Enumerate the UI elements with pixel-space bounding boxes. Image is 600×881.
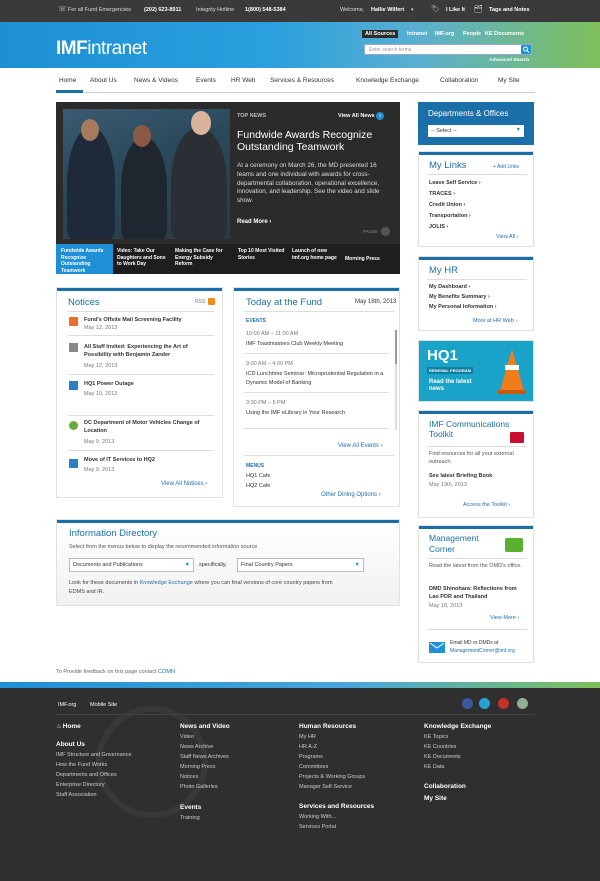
footer-link[interactable]: Photo Galleries — [180, 784, 218, 790]
footer — [0, 688, 600, 881]
tab-all-sources[interactable]: All Sources — [362, 30, 398, 38]
footer-collaboration[interactable]: Collaboration — [424, 783, 466, 790]
management-corner-panel — [418, 525, 534, 663]
hq1-title: HQ1 — [427, 347, 458, 364]
divider — [427, 558, 527, 559]
divider — [244, 392, 389, 393]
rss-icon[interactable] — [208, 298, 215, 305]
today-date: May 18th, 2013 — [355, 299, 397, 305]
footer-link[interactable]: Programs — [299, 754, 323, 760]
hero-photo[interactable] — [63, 109, 230, 239]
document-type-select[interactable]: Final Country Papers ▼ — [237, 558, 364, 572]
footer-link[interactable]: Manager Self-Service — [299, 784, 352, 790]
facebook-icon[interactable] — [462, 698, 473, 709]
integrity-phone[interactable]: 1(800) 548-5384 — [245, 7, 286, 13]
hr-link-item[interactable]: My Benefits Summary › — [429, 294, 490, 300]
rss-label[interactable]: RSS — [195, 299, 206, 305]
link-item[interactable]: TRACES › — [429, 191, 455, 197]
event-time: 10:00 AM – 11:00 AM — [246, 331, 299, 337]
today-at-the-fund-panel — [233, 287, 400, 507]
panel-accent-bar — [419, 411, 533, 414]
hq1-renewal-banner[interactable] — [418, 340, 534, 402]
divider — [427, 629, 527, 630]
footer-link[interactable]: Training — [180, 815, 200, 821]
briefing-date: May 13th, 2013 — [429, 482, 467, 488]
footer-hr-heading[interactable]: Human Resources — [299, 723, 357, 730]
footer-link[interactable]: IMF Structure and Governance — [56, 752, 132, 758]
directory-subtitle: Select from the menus below to display the recommended information source — [69, 544, 258, 550]
feedback-text: To Provide feedback on this page contact COMN — [56, 669, 175, 675]
nav-news-videos[interactable]: News & Videos — [134, 77, 178, 84]
communications-toolkit-panel — [418, 410, 534, 518]
footer-link[interactable]: Notices — [180, 774, 199, 780]
menu-item[interactable]: HQ1 Cafe — [246, 473, 271, 479]
notice-date: May 9, 2013 — [84, 467, 115, 473]
view-all-notices-link[interactable]: View All Notices › — [161, 481, 208, 487]
footer-link[interactable]: KE Topics — [424, 734, 449, 740]
more-hr-web-link[interactable]: More at HR Web › — [473, 318, 518, 324]
departments-title: Departments & Offices — [428, 109, 509, 118]
notes-icon: 🗂 — [474, 6, 483, 13]
carousel-slide[interactable]: Making the Case for Energy Subsidy Reform — [175, 248, 223, 267]
footer-link[interactable]: Projects & Working Groups — [299, 774, 366, 780]
twitter-icon[interactable] — [479, 698, 490, 709]
event-title[interactable]: ICD Lunchtime Seminar: Microprudential Regulation in a Dynamic Model of Banking — [246, 371, 384, 386]
footer-link-mobile[interactable]: Mobile Site — [90, 702, 118, 708]
panel-accent-bar — [57, 520, 399, 523]
my-links-title: My Links — [429, 160, 467, 171]
events-label: EVENTS — [246, 318, 267, 324]
divider — [68, 335, 214, 336]
panel-accent-bar — [419, 257, 533, 260]
nav-services-resources[interactable]: Services & Resources — [270, 77, 334, 84]
footer-link[interactable]: HR A-Z — [299, 744, 318, 750]
user-name[interactable]: Hallie Wilfert — [371, 7, 405, 13]
today-title: Today at the Fund — [246, 297, 323, 308]
panel-accent-bar — [419, 526, 533, 529]
footer-link[interactable]: KE Data — [424, 764, 445, 770]
carousel-thumbnails — [56, 244, 400, 274]
envelope-icon — [429, 642, 445, 653]
divider — [244, 455, 394, 456]
person-head — [133, 125, 151, 147]
hq1-subtitle: RENEWAL PROGRAM — [429, 368, 471, 373]
notice-date: May 12, 2013 — [84, 325, 118, 331]
nav-knowledge-exchange[interactable]: Knowledge Exchange — [356, 77, 419, 84]
advanced-search-link[interactable]: Advanced Search — [489, 58, 530, 63]
integrity-label: Integrity Hotline — [196, 7, 235, 13]
menu-item[interactable]: HQ2 Cafe — [246, 483, 271, 489]
tab-imf-org[interactable]: IMF.org — [435, 31, 455, 37]
footer-link[interactable]: How the Fund Works — [56, 762, 108, 768]
toolkit-title: IMF Communications Toolkit — [429, 419, 510, 439]
notice-title[interactable]: All Staff Invited: Experiencing the Art of Possibility with Benjamin Zander — [84, 344, 188, 358]
information-directory-panel — [56, 519, 400, 606]
departments-select[interactable]: -- Select -- ▼ — [428, 125, 524, 137]
chevron-down-icon: ▼ — [184, 562, 190, 568]
nav-collaboration[interactable]: Collaboration — [440, 77, 479, 84]
knowledge-exchange-link[interactable]: Knowledge Exchange — [139, 580, 193, 586]
email-label: Email MD or DMDs at — [450, 640, 499, 646]
footer-link[interactable]: Morning Press — [180, 764, 216, 770]
footer-link-imf-org[interactable]: IMF.org — [58, 702, 77, 708]
mgmt-item-date: May 18, 2013 — [429, 603, 463, 609]
carousel-slide-active[interactable]: Fundwide Awards Recognize Outstanding Teamwork — [56, 244, 113, 274]
my-links-panel — [418, 151, 534, 247]
tab-ke-documents[interactable]: KE Documents — [485, 31, 525, 37]
divider — [244, 428, 389, 429]
footer-link[interactable]: Departments and Offices — [56, 772, 117, 778]
hero-body: At a ceremony on March 26, the MD presented 16 teams and one individual with awards for cross-departmental collaboration, operational excellence, innovation, and leadership. See the video and slide show. — [237, 162, 380, 205]
link-item[interactable]: Transportation › — [429, 213, 471, 219]
edit-icon — [69, 343, 78, 352]
tab-intranet[interactable]: Intranet — [407, 31, 428, 37]
nav-home[interactable]: Home — [59, 77, 77, 84]
footer-divider — [56, 714, 534, 715]
people-icon — [505, 538, 523, 552]
other-dining-link[interactable]: Other Dining Options › — [321, 492, 381, 498]
person-head — [191, 111, 211, 135]
youtube-icon[interactable] — [498, 698, 509, 709]
imf-intranet-logo[interactable]: IMFintranet — [56, 38, 147, 59]
search-source-tabs — [362, 29, 537, 41]
link-item[interactable]: Leave Self Service › — [429, 180, 481, 186]
notice-title[interactable]: Move of IT Services to HQ2 — [84, 457, 155, 463]
home-icon: ⌂ — [57, 723, 63, 730]
search-input[interactable] — [364, 44, 532, 55]
search-icon — [521, 45, 531, 54]
link-item[interactable]: Credit Union › — [429, 202, 466, 208]
pause-label: PAUSE — [363, 229, 378, 234]
footer-link[interactable]: Staff News Archives — [180, 754, 229, 760]
notice-date: May 10, 2013 — [84, 391, 118, 397]
arrow-right-icon: › — [376, 112, 384, 120]
footer-events-heading[interactable]: Events — [180, 804, 202, 811]
link-item[interactable]: JOLIS › — [429, 224, 449, 230]
specifically-label: specifically, — [199, 562, 227, 568]
access-toolkit-link[interactable]: Access the Toolkit › — [463, 502, 511, 508]
hero-headline[interactable]: Fundwide Awards Recognize Outstanding Teamwork — [237, 129, 373, 153]
yammer-icon[interactable] — [517, 698, 528, 709]
divider — [68, 450, 214, 451]
divider — [68, 311, 214, 312]
footer-services-heading[interactable]: Services and Resources — [299, 803, 375, 810]
email-link[interactable]: ManagementCorner@imf.org — [450, 648, 515, 654]
footer-link[interactable]: My HR — [299, 734, 316, 740]
footer-about-heading[interactable]: About Us — [56, 741, 85, 748]
like-button[interactable]: I Like It — [446, 7, 465, 13]
notice-date: May 9, 2013 — [84, 439, 115, 445]
divider — [244, 353, 389, 354]
footer-link[interactable]: Services Portal — [299, 824, 336, 830]
user-dropdown-icon[interactable]: ▾ — [411, 7, 414, 13]
footer-link[interactable]: News Archive — [180, 744, 214, 750]
comn-link[interactable]: COMN — [158, 669, 175, 675]
pause-button[interactable] — [381, 227, 390, 236]
tag-icon: 🏷 — [431, 6, 440, 13]
departments-offices-panel — [418, 102, 534, 145]
toolbox-icon — [510, 432, 524, 443]
emergency-phone[interactable]: (202) 623-8911 — [144, 7, 182, 13]
shield-icon — [69, 317, 78, 326]
person-figure — [67, 127, 115, 239]
divider — [68, 415, 214, 416]
read-more-link[interactable]: Read More › — [237, 219, 272, 225]
person-head — [81, 119, 99, 141]
people-icon — [69, 421, 78, 430]
search-button[interactable] — [521, 45, 531, 54]
carousel-slide[interactable]: Morning Press — [345, 256, 380, 262]
top-utility-bar — [0, 0, 600, 22]
divider — [427, 279, 527, 280]
footer-link[interactable]: KE Countries — [424, 744, 457, 750]
view-more-link[interactable]: View More › — [490, 615, 520, 621]
main-nav — [56, 72, 536, 90]
welcome-label: Welcome, — [340, 7, 365, 13]
view-all-links[interactable]: View All › — [496, 234, 519, 240]
mgmt-item-link[interactable]: DMD Shinohara: Reflections from Lao PDR and Thailand — [429, 586, 517, 600]
event-time: 9:00 AM – 4:00 PM — [246, 361, 293, 367]
hq1-cta: Read the latest news — [429, 379, 472, 392]
carousel-slide[interactable]: Top 10 Most Visited Stories — [238, 248, 285, 261]
carousel-slide[interactable]: Video: Take Our Daughters and Sons to Work Day — [117, 248, 166, 267]
panel-accent-bar — [57, 288, 222, 291]
events-scrollbar[interactable] — [395, 330, 397, 430]
my-hr-title: My HR — [429, 265, 459, 276]
footer-home[interactable]: ⌂ Home — [57, 723, 81, 730]
tab-people[interactable]: People — [463, 31, 482, 37]
traffic-cone-icon — [497, 347, 527, 395]
menus-label: MENUS — [246, 463, 265, 469]
notice-title[interactable]: HQ1 Power Outage — [84, 381, 134, 387]
footer-link[interactable]: Staff Association — [56, 792, 97, 798]
phone-icon: ☏ — [58, 6, 67, 13]
search-placeholder: Enter search terms — [369, 47, 412, 53]
management-corner-title: Management Corner — [429, 533, 479, 554]
footer-link[interactable]: Committees — [299, 764, 329, 770]
category-select[interactable]: Documents and Publications ▼ — [69, 558, 194, 572]
add-links-link[interactable]: + Add Links — [493, 164, 519, 170]
briefing-book-link[interactable]: See latest Briefing Book — [429, 473, 493, 479]
nav-about-us[interactable]: About Us — [90, 77, 117, 84]
top-news-label: TOP NEWS — [237, 113, 267, 119]
directory-result: Look for these documents in Knowledge Exchange where you can final versions of core country papers from EDMS and IR. — [69, 580, 333, 595]
panel-accent-bar — [419, 152, 533, 155]
monitor-icon — [69, 459, 78, 468]
nav-my-site[interactable]: My Site — [498, 77, 520, 84]
mgmt-body: Read the latest from the OMD's office. — [429, 563, 522, 569]
nav-events[interactable]: Events — [196, 77, 216, 84]
nav-active-indicator — [56, 90, 83, 93]
footer-link[interactable]: KE Documents — [424, 754, 461, 760]
notice-title[interactable]: Fund's Offsite Mail Screening Facility — [84, 317, 182, 323]
panel-accent-bar — [234, 288, 399, 291]
event-time: 3:30 PM – 5 PM — [246, 400, 286, 406]
footer-link[interactable]: Video — [180, 734, 194, 740]
notices-panel — [56, 287, 223, 498]
footer-ke-heading[interactable]: Knowledge Exchange — [424, 723, 492, 730]
divider — [68, 374, 214, 375]
view-all-events-link[interactable]: View All Events › — [338, 443, 383, 449]
nav-divider — [56, 92, 535, 93]
hr-link-item[interactable]: My Personal Information › — [429, 304, 497, 310]
event-title[interactable]: Using the IMF eLibrary in Your Research — [246, 410, 346, 416]
notice-title[interactable]: DC Department of Motor Vehicles Change of Location — [84, 420, 200, 434]
divider — [244, 311, 394, 312]
footer-my-site[interactable]: My Site — [424, 795, 447, 802]
footer-link[interactable]: Enterprise Directory — [56, 782, 105, 788]
toolkit-body: Find resources for all your external outreach. — [429, 451, 514, 465]
notices-title: Notices — [68, 297, 100, 308]
notice-date: May 12, 2013 — [84, 363, 118, 369]
carousel-slide[interactable]: Launch of new imf.org home page — [292, 248, 337, 261]
footer-news-heading[interactable]: News and Video — [180, 723, 230, 730]
tags-notes-button[interactable]: Tags and Notes — [489, 7, 530, 13]
hr-link-item[interactable]: My Dashboard › — [429, 284, 471, 290]
footer-link[interactable]: Working With... — [299, 814, 337, 820]
monitor-icon — [69, 381, 78, 390]
view-all-news-link[interactable]: View All News › — [338, 112, 384, 120]
person-figure — [171, 127, 227, 239]
my-hr-panel — [418, 256, 534, 331]
directory-title: Information Directory — [69, 528, 158, 539]
person-figure — [121, 137, 167, 239]
emergency-label: For all Fund Emergencies — [68, 7, 131, 13]
event-title[interactable]: IMF Toastmasters Club Weekly Meeting — [246, 341, 343, 347]
chevron-down-icon: ▼ — [515, 127, 521, 133]
nav-hr-web[interactable]: HR Web — [231, 77, 256, 84]
chevron-down-icon: ▼ — [354, 562, 360, 568]
divider — [427, 446, 527, 447]
divider — [427, 174, 527, 175]
